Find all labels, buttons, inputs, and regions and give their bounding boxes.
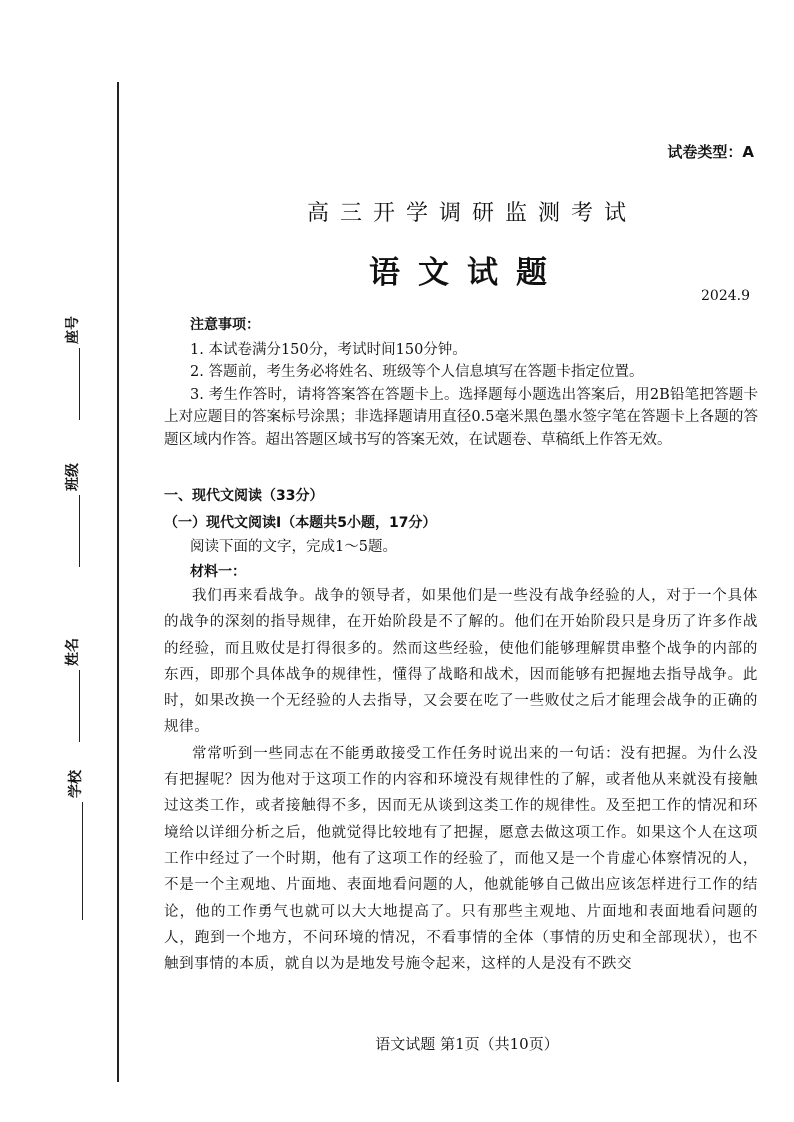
section-title: 一、现代文阅读（33分） xyxy=(164,488,324,504)
name-field[interactable] xyxy=(62,638,82,742)
instruction: 阅读下面的文字，完成1～5题。 xyxy=(190,539,397,555)
binding-line xyxy=(117,82,119,1082)
exam-title: 高三开学调研监测考试 xyxy=(306,201,637,226)
notice-item: 2. 答题前，考生务必将姓名、班级等个人信息填写在答题卡指定位置。 xyxy=(190,364,644,380)
paragraph: 我们再来看战争。战争的领导者，如果他们是一些没有战争经验的人，对于一个具体的战争的深刻的指导规律，在开始阶段是不了解的。他们在开始阶段只是身历了许多作战的经验，而且败仗是打得很多的。然而这些经验，使他们能够理解贯串整个战争的内部的东西，即那个具体战争的规律性，懂得了战略和战术，因而能够有把握地去指导战争。此时，如果改换一个无经验的人去指导，又会要在吃了一些败仗之后才能理会战争的正确的规律。 xyxy=(164,588,758,736)
class-field[interactable] xyxy=(62,463,82,567)
seat-field[interactable] xyxy=(62,316,82,420)
seat-label: 座号 xyxy=(65,316,81,344)
notice-item: 3. 考生作答时，请将答案答在答题卡上。选择题每小题选出答案后，用2B铅笔把答题卡上对应题目的答案标号涂黑；非选择题请用直径0.5毫米黑色墨水签字笔在答题卡上各题的答题区域内作答。超出答题区域书写的答案无效，在试题卷、草稿纸上作答无效。 xyxy=(164,386,758,448)
class-label: 班级 xyxy=(65,463,81,491)
page-footer: 语文试题 第1页（共10页） xyxy=(375,1035,559,1053)
class-blank[interactable] xyxy=(65,495,80,567)
material-label: 材料一： xyxy=(190,563,246,580)
school-blank[interactable] xyxy=(68,802,83,920)
main-content xyxy=(164,314,758,977)
school-label: 学校 xyxy=(68,770,84,798)
school-field[interactable] xyxy=(65,770,85,920)
notice-item: 1. 本试卷满分150分，考试时间150分钟。 xyxy=(190,341,467,358)
paragraph: 常常听到一些同志在不能勇敢接受工作任务时说出来的一句话：没有把握。为什么没有把握呢？因为他对于这项工作的内容和环境没有规律性的了解，或者他从来就没有接触过这类工作，或者接触得不多，因而无从谈到这类工作的规律性。及至把工作的情况和环境给以详细分析之后，他就觉得比较地有了把握，愿意去做这项工作。如果这个人在这项工作中经过了一个时期，他有了这项工作的经验了，而他又是一个肯虚心体察情况的人，不是一个主观地、片面地、表面地看问题的人，他就能够自己做出应该怎样进行工作的结论，他的工作勇气也就可以大大地提高了。只有那些主观地、片面地和表面地看问题的人，跑到一个地方，不问环境的情况，不看事情的全体（事情的历史和全部现状），也不触到事情的本质，就自以为是地发号施令起来，这样的人是没有不跌交 xyxy=(164,745,758,973)
section-subtitle: （一）现代文阅读Ⅰ（本题共5小题，17分） xyxy=(164,514,437,531)
notice-heading: 注意事项： xyxy=(190,317,260,333)
notice-block xyxy=(164,314,758,451)
name-blank[interactable] xyxy=(65,670,80,742)
paper-type: 试卷类型：A xyxy=(667,143,754,161)
subject-title: 语文试题 xyxy=(369,255,565,291)
seat-blank[interactable] xyxy=(65,348,80,420)
name-label: 姓名 xyxy=(65,638,81,666)
exam-date: 2024.9 xyxy=(701,288,750,304)
